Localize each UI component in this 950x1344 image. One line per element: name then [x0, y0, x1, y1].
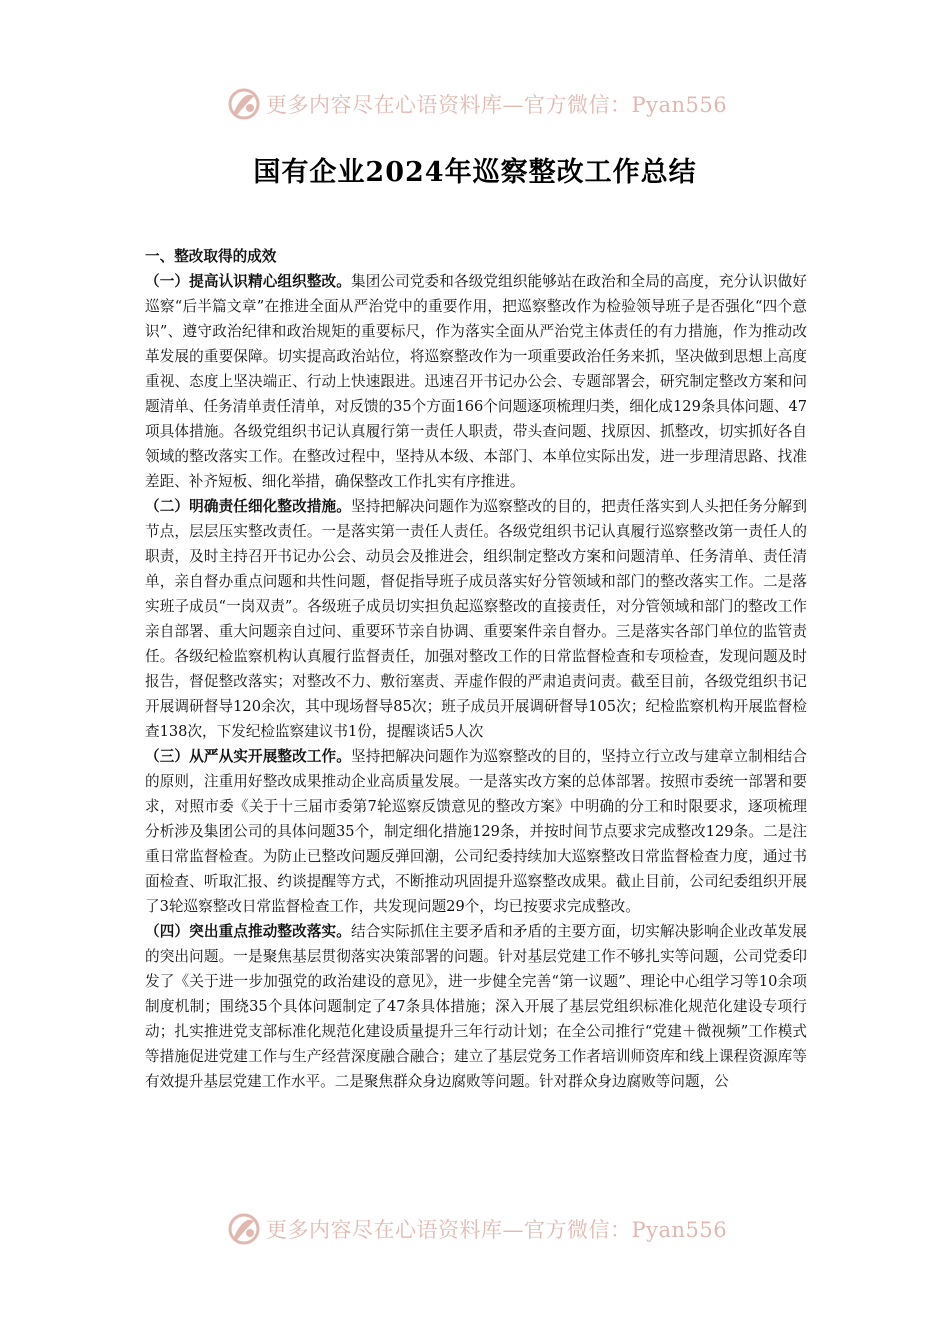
paragraph-heading: （四）突出重点推动整改落实。: [145, 923, 351, 940]
paragraph-1: [145, 269, 807, 494]
paragraph-text: 结合实际抓住主要矛盾和矛盾的主要方面，切实解决影响企业改革发展的突出问题。一是聚焦基层贯彻落实决策部署的问题。针对基层党建工作不够扎实等问题，公司党委印发了《关于进一步加强党的政治建设的意见》，进一步健全完善“第一议题”、理论中心组学习等10余项制度机制；围绕35个具体问题制定了47条具体措施；深入开展了基层党组织标准化规范化建设专项行动；扎实推进党支部标准化规范化建设质量提升三年行动计划；在全公司推行“党建＋微视频”工作模式等措施促进党建工作与生产经营深度融合融合；建立了基层党务工作者培训师资库和线上课程资源库等有效提升基层党建工作水平。二是聚焦群众身边腐败等问题。针对群众身边腐败等问题，公: [145, 923, 807, 1090]
paragraph-heading: （二）明确责任细化整改措施。: [145, 498, 351, 515]
paragraph-text: 坚持把解决问题作为巡察整改的目的，坚持立行立改与建章立制相结合的原则，注重用好整改成果推动企业高质量发展。一是落实改方案的总体部署。按照市委统一部署和要求，对照市委《关于十三届市委第7轮巡察反馈意见的整改方案》中明确的分工和时限要求，逐项梳理分析涉及集团公司的具体问题35个，制定细化措施129条，并按时间节点要求完成整改129条。二是注重日常监督检查。为防止已整改问题反弹回潮，公司纪委持续加大巡察整改日常监督检查力度，通过书面检查、听取汇报、约谈提醒等方式，不断推动巩固提升巡察整改成果。截止目前，公司纪委组织开展了3轮巡察整改日常监督检查工作，共发现问题29个，均已按要求完成整改。: [145, 748, 807, 915]
document-title: 国有企业2024年巡察整改工作总结: [253, 157, 697, 188]
stylized-logo-icon: [226, 86, 262, 122]
paragraph-2: [145, 494, 807, 744]
footer-watermark-banner: [226, 1209, 727, 1249]
watermark-text: 更多内容尽在心语资料库—官方微信：Pyan556: [266, 93, 728, 117]
watermark-text: 更多内容尽在心语资料库—官方微信：Pyan556: [266, 1218, 728, 1242]
paragraph-3: [145, 744, 807, 919]
paragraph-text: 集团公司党委和各级党组织能够站在政治和全局的高度，充分认识做好巡察“后半篇文章”在推进全面从严治党中的重要作用，把巡察整改作为检验领导班子是否强化“四个意识”、遵守政治纪律和政治规矩的重要标尺，作为落实全面从严治党主体责任的有力措施，作为推动改革发展的重要保障。切实提高政治站位，将巡察整改作为一项重要政治任务来抓，坚决做到思想上高度重视、态度上坚决端正、行动上快速跟进。迅速召开书记办公会、专题部署会，研究制定整改方案和问题清单、任务清单责任清单，对反馈的35个方面166个问题逐项梳理归类，细化成129条具体问题、47项具体措施。各级党组织书记认真履行第一责任人职责，带头查问题、找原因、抓整改，切实抓好各自领域的整改落实工作。在整改过程中，坚持从本级、本部门、本单位实际出发，进一步理清思路、找准差距、补齐短板、细化举措，确保整改工作扎实有序推进。: [145, 273, 808, 490]
paragraph-heading: （一）提高认识精心组织整改。: [145, 273, 351, 290]
paragraph-text: 坚持把解决问题作为巡察整改的目的，把责任落实到人头把任务分解到节点，层层压实整改责任。一是落实第一责任人责任。各级党组织书记认真履行巡察整改第一责任人的职责，及时主持召开书记办公会、动员会及推进会，组织制定整改方案和问题清单、任务清单、责任清单，亲自督办重点问题和共性问题，督促指导班子成员落实好分管领域和部门的整改落实工作。二是落实班子成员“一岗双责”。各级班子成员切实担负起巡察整改的直接责任，对分管领域和部门的整改工作亲自部署、重大问题亲自过问、重要环节亲自协调、重要案件亲自督办。三是落实各部门单位的监管责任。各级纪检监察机构认真履行监督责任，加强对整改工作的日常监督检查和专项检查，发现问题及时报告，督促整改落实；对整改不力、敷衍塞责、弄虚作假的严肃追责问责。截至目前，各级党组织书记开展调研督导120余次，其中现场督导85次；班子成员开展调研督导105次；纪检监察机构开展监督检查138次，下发纪检监察建议书1份，提醒谈话5人次: [145, 498, 807, 740]
stylized-logo-icon: [226, 1211, 262, 1247]
paragraph-4: [145, 919, 807, 1094]
header-watermark-banner: [226, 84, 727, 124]
section-heading: 一、整改取得的成效: [145, 248, 277, 265]
document-body: [145, 244, 807, 1094]
paragraph-heading: （三）从严从实开展整改工作。: [145, 748, 351, 765]
